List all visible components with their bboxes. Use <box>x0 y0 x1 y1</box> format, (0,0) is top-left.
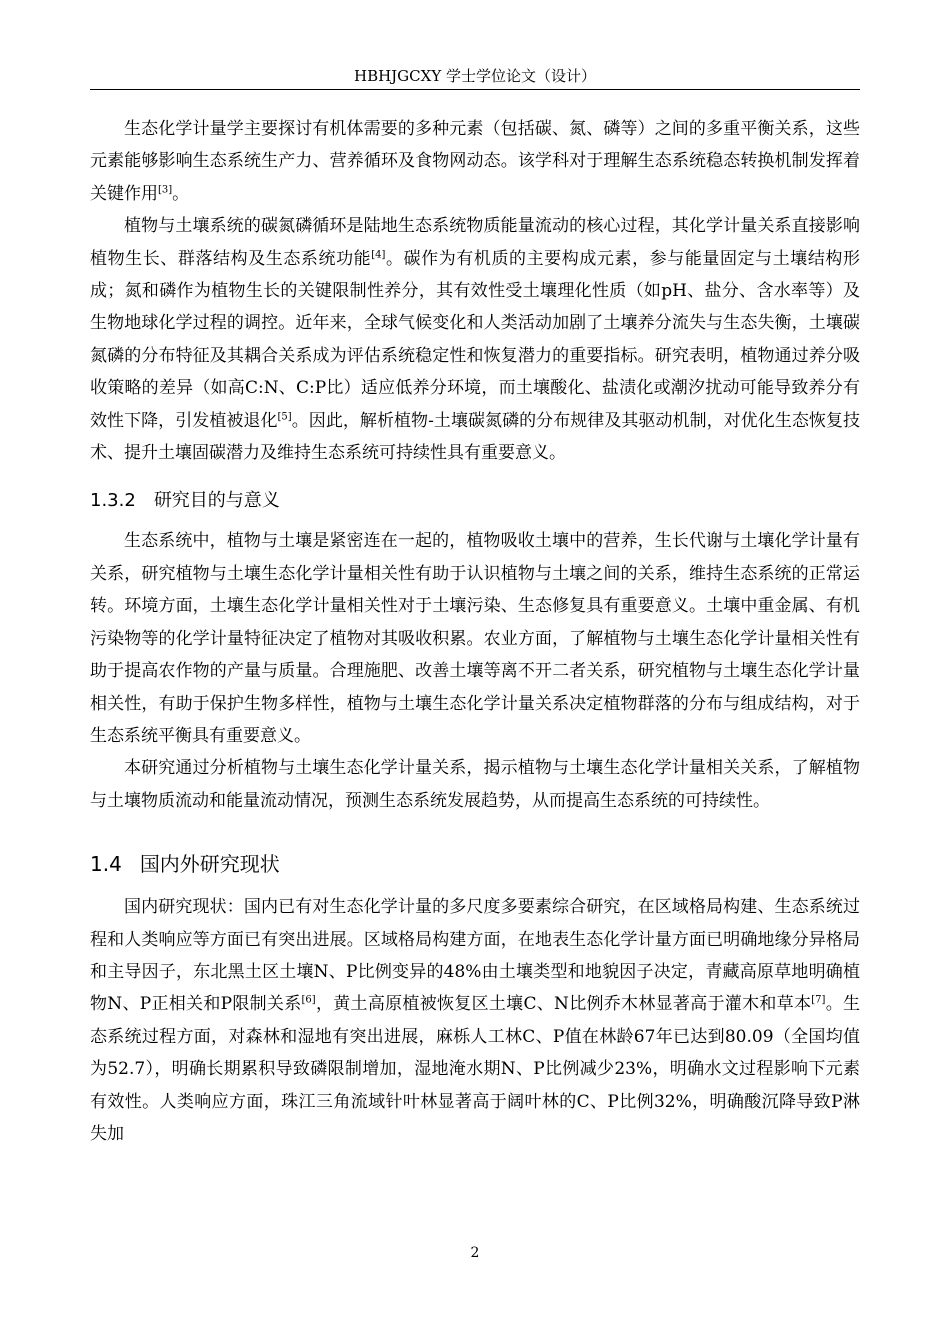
paragraph-text: 。碳作为有机质的主要构成元素，参与能量固定与土壤结构形成；氮和磷作为植物生长的关键限制性养分，其有效性受土壤理化性质（如pH、盐分、含水率等）及生物地球化学过程的调控。近年来，全球气候变化和人类活动加剧了土壤养分流失与生态失衡，土壤碳氮磷的分布特征及其耦合关系成为评估系统稳定性和恢复潜力的重要指标。研究表明，植物通过养分吸收策略的差异（如高C:N、C:P比）适应低养分环境，而土壤酸化、盐渍化或潮汐扰动可能导致养分有效性下降，引发植被退化 <box>90 248 861 431</box>
citation-ref: [3] <box>158 184 173 196</box>
paragraph-text: 。生态系统过程方面，对森林和湿地有突出进展，麻栎人工林C、P值在林龄67年已达到80.09（全国均值为52.7），明确长期累积导致磷限制增加，湿地淹水期N、P比例减少23%，明确水文过程影响下元素有效性。人类响应方面，珠江三角流域针叶林显著高于阔叶林的C、P比例32%，明确酸沉降导致P淋失加 <box>90 994 860 1144</box>
section-number: 1.4 <box>90 852 122 877</box>
paragraph-text: 生态化学计量学主要探讨有机体需要的多种元素（包括碳、氮、磷等）之间的多重平衡关系，这些元素能够影响生态系统生产力、营养循环及食物网动态。该学科对于理解生态系统稳态转换机制发挥着关键作用 <box>90 119 860 204</box>
paragraph-significance: 本研究通过分析植物与土壤生态化学计量关系，揭示植物与土壤生态化学计量相关关系，了解植物与土壤物质流动和能量流动情况，预测生态系统发展趋势，从而提高生态系统的可持续性。 <box>90 758 860 811</box>
paragraph-text: 。 <box>172 183 190 204</box>
page-number: 2 <box>470 1245 480 1261</box>
paragraph-purpose: 生态系统中，植物与土壤是紧密连在一起的，植物吸收土壤中的营养，生长代谢与土壤化学计量有关系，研究植物与土壤生态化学计量相关性有助于认识植物与土壤之间的关系，维持生态系统的正常运转。环境方面，土壤生态化学计量相关性对于土壤污染、生态修复具有重要意义。土壤中重金属、有机污染物等的化学计量特征决定了植物对其吸收积累。农业方面，了解植物与土壤生态化学计量相关性有助于提高农作物的产量与质量。合理施肥、改善土壤等离不开二者关系，研究植物与土壤生态化学计量相关性，有助于保护生物多样性，植物与土壤生态化学计量关系决定植物群落的分布与组成结构，对于生态系统平衡具有重要意义。 <box>90 531 860 746</box>
paragraph-text: 国内研究现状：国内已有对生态化学计量的多尺度多要素综合研究，在区域格局构建、生态系统过程和人类响应等方面已有突出进展。区域格局构建方面，在地表生态化学计量方面已明确地缘分异格局和主导因子，东北黑土区土壤N、P比例变异的48%由土壤类型和地貌因子决定，青藏高原草地明确植物N、P正相关和P限制关系 <box>90 897 860 1015</box>
paragraph-text: 。因此，解析植物-土壤碳氮磷的分布规律及其驱动机制，对优化生态恢复技术、提升土壤固碳潜力及维持生态系统可持续性具有重要意义。 <box>90 410 861 464</box>
section-title: 研究目的与意义 <box>153 490 280 512</box>
paragraph-intro <box>90 113 860 210</box>
section-heading-1-4 <box>90 849 860 879</box>
running-header: HBHJGCXY 学士学位论文（设计） <box>353 67 596 85</box>
citation-ref: [6] <box>301 994 316 1006</box>
citation-ref: [4] <box>371 248 386 260</box>
paragraph-domestic-research <box>90 891 860 1150</box>
paragraph-text: ，黄土高原植被恢复区土壤C、N比例乔木林显著高于灌木和草本 <box>315 994 812 1015</box>
paragraph-cnp-cycle <box>90 210 860 469</box>
header-divider <box>90 89 860 90</box>
citation-ref: [7] <box>811 994 826 1006</box>
paragraph-text: 植物与土壤系统的碳氮磷循环是陆地生态系统物质能量流动的核心过程，其化学计量关系直接影响植物生长、群落结构及生态系统功能 <box>90 216 860 269</box>
section-title: 国内外研究现状 <box>139 852 280 877</box>
citation-ref: [5] <box>277 411 292 422</box>
body-content <box>90 113 860 1150</box>
section-number: 1.3.2 <box>90 490 136 512</box>
section-heading-1-3-2 <box>90 487 860 515</box>
